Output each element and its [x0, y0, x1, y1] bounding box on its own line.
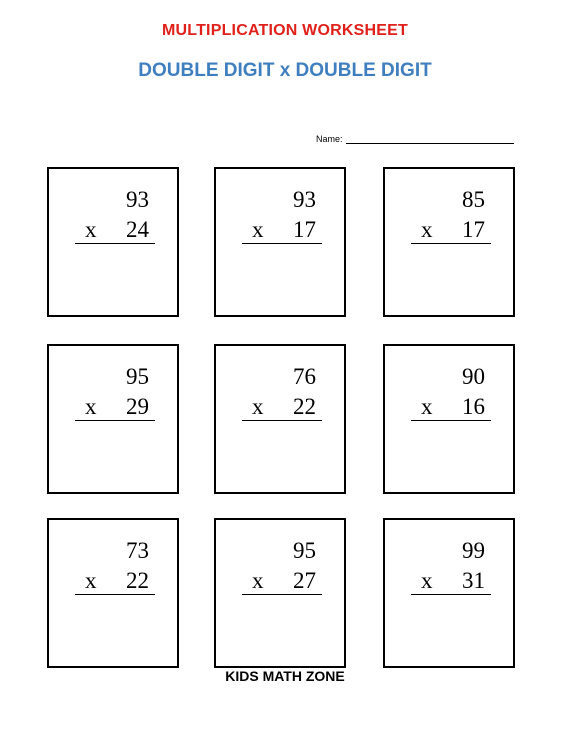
multiply-sign: x	[421, 568, 433, 593]
name-input-line[interactable]	[346, 131, 514, 144]
worksheet-subtitle: DOUBLE DIGIT x DOUBLE DIGIT	[138, 60, 432, 81]
top-number: 95	[293, 538, 316, 563]
multiply-sign: x	[252, 217, 264, 242]
answer-line	[411, 594, 491, 595]
bottom-number: 22	[293, 394, 316, 419]
answer-line	[242, 243, 322, 244]
top-number: 90	[462, 364, 485, 389]
bottom-number: 27	[293, 568, 316, 593]
footer-brand: KIDS MATH ZONE	[225, 668, 345, 684]
top-number: 95	[126, 364, 149, 389]
multiply-sign: x	[252, 568, 264, 593]
answer-line	[242, 594, 322, 595]
multiply-sign: x	[421, 394, 433, 419]
answer-line	[75, 420, 155, 421]
multiply-sign: x	[252, 394, 264, 419]
answer-line	[75, 594, 155, 595]
problem-card[interactable]	[47, 344, 179, 494]
top-number: 76	[293, 364, 316, 389]
top-number: 85	[462, 187, 485, 212]
problem-card[interactable]	[214, 167, 346, 317]
problem-card[interactable]	[383, 518, 515, 668]
answer-line	[411, 243, 491, 244]
bottom-number: 24	[126, 217, 149, 242]
multiply-sign: x	[85, 568, 97, 593]
bottom-number: 17	[293, 217, 316, 242]
name-field	[316, 128, 514, 144]
answer-line	[242, 420, 322, 421]
bottom-number: 31	[462, 568, 485, 593]
top-number: 93	[293, 187, 316, 212]
problem-card[interactable]	[47, 167, 179, 317]
answer-line	[75, 243, 155, 244]
name-label: Name:	[316, 134, 343, 144]
problem-card[interactable]	[47, 518, 179, 668]
problem-card[interactable]	[383, 167, 515, 317]
problem-card[interactable]	[214, 344, 346, 494]
bottom-number: 16	[462, 394, 485, 419]
multiply-sign: x	[85, 217, 97, 242]
worksheet-title: MULTIPLICATION WORKSHEET	[162, 22, 408, 39]
bottom-number: 22	[126, 568, 149, 593]
top-number: 99	[462, 538, 485, 563]
problem-card[interactable]	[214, 518, 346, 668]
problem-card[interactable]	[383, 344, 515, 494]
multiply-sign: x	[85, 394, 97, 419]
answer-line	[411, 420, 491, 421]
top-number: 73	[126, 538, 149, 563]
multiply-sign: x	[421, 217, 433, 242]
bottom-number: 29	[126, 394, 149, 419]
bottom-number: 17	[462, 217, 485, 242]
top-number: 93	[126, 187, 149, 212]
